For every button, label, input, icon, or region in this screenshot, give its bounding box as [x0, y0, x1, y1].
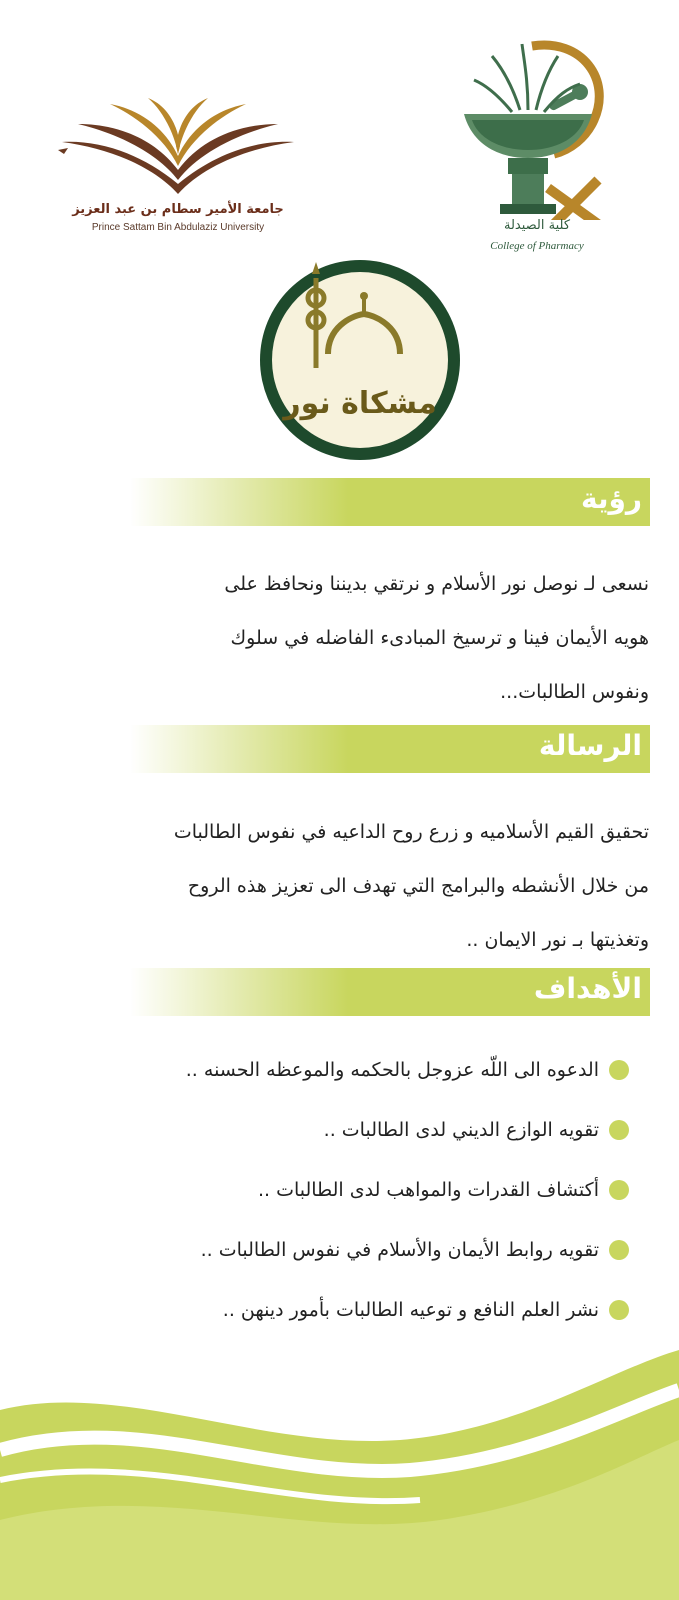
mission-text — [174, 805, 649, 967]
mishkat-noor-logo — [258, 258, 462, 462]
mission-header — [130, 725, 650, 773]
mission-line: من خلال الأنشطه والبرامج التي تهدف الى تعزيز هذه الروح — [187, 875, 649, 897]
vision-title: رؤية — [580, 482, 642, 515]
vision-header — [130, 478, 650, 526]
decorative-wave — [0, 1330, 679, 1600]
goal-item — [29, 1160, 629, 1220]
bullet-dot-icon — [609, 1120, 629, 1140]
pharmacy-name-arabic: كلية الصيدلة — [503, 218, 571, 233]
goal-text: تقويه الوازع الديني لدى الطالبات .. — [323, 1119, 599, 1141]
goal-text: نشر العلم النافع و توعيه الطالبات بأمور دينهن .. — [222, 1299, 599, 1321]
bullet-dot-icon — [609, 1060, 629, 1080]
university-name-english: Prince Sattam Bin Abdulaziz University — [91, 222, 265, 233]
vision-text — [224, 557, 649, 719]
university-logo — [58, 96, 298, 241]
bullet-dot-icon — [609, 1180, 629, 1200]
bullet-dot-icon — [609, 1300, 629, 1320]
goal-item — [29, 1220, 629, 1280]
goals-list — [29, 1040, 629, 1340]
goal-text: أكتشاف القدرات والمواهب لدى الطالبات .. — [257, 1179, 599, 1201]
mission-line: تحقيق القيم الأسلاميه و زرع روح الداعيه في نفوس الطالبات — [173, 821, 649, 843]
pharmacy-logo — [462, 40, 622, 270]
goal-item — [29, 1040, 629, 1100]
vision-line: هويه الأيمان فينا و ترسيخ المبادىء الفاضله في سلوك — [230, 627, 649, 649]
pharmacy-name-english: College of Pharmacy — [490, 240, 584, 252]
goals-header — [130, 968, 650, 1016]
goal-item — [29, 1100, 629, 1160]
goals-title: الأهداف — [533, 972, 642, 1005]
mission-line: وتغذيتها بـ نور الايمان .. — [466, 929, 649, 951]
university-name-arabic: جامعة الأمير سطام بن عبد العزيز — [72, 202, 284, 217]
vision-line: نسعى لـ نوصل نور الأسلام و نرتقي بديننا ونحافظ على — [224, 573, 649, 595]
mortar-pestle-icon — [462, 40, 612, 220]
open-book-icon — [58, 96, 298, 201]
goal-text: تقويه روابط الأيمان والأسلام في نفوس الطالبات .. — [200, 1239, 599, 1261]
bullet-dot-icon — [609, 1240, 629, 1260]
vision-line: ونفوس الطالبات... — [500, 681, 649, 703]
club-name: مشكاة نور — [283, 386, 437, 421]
mission-title: الرسالة — [538, 729, 642, 762]
goal-text: الدعوه الى اللّه عزوجل بالحكمه والموعظه الحسنه .. — [185, 1059, 599, 1081]
mosque-dome-icon — [258, 258, 462, 462]
